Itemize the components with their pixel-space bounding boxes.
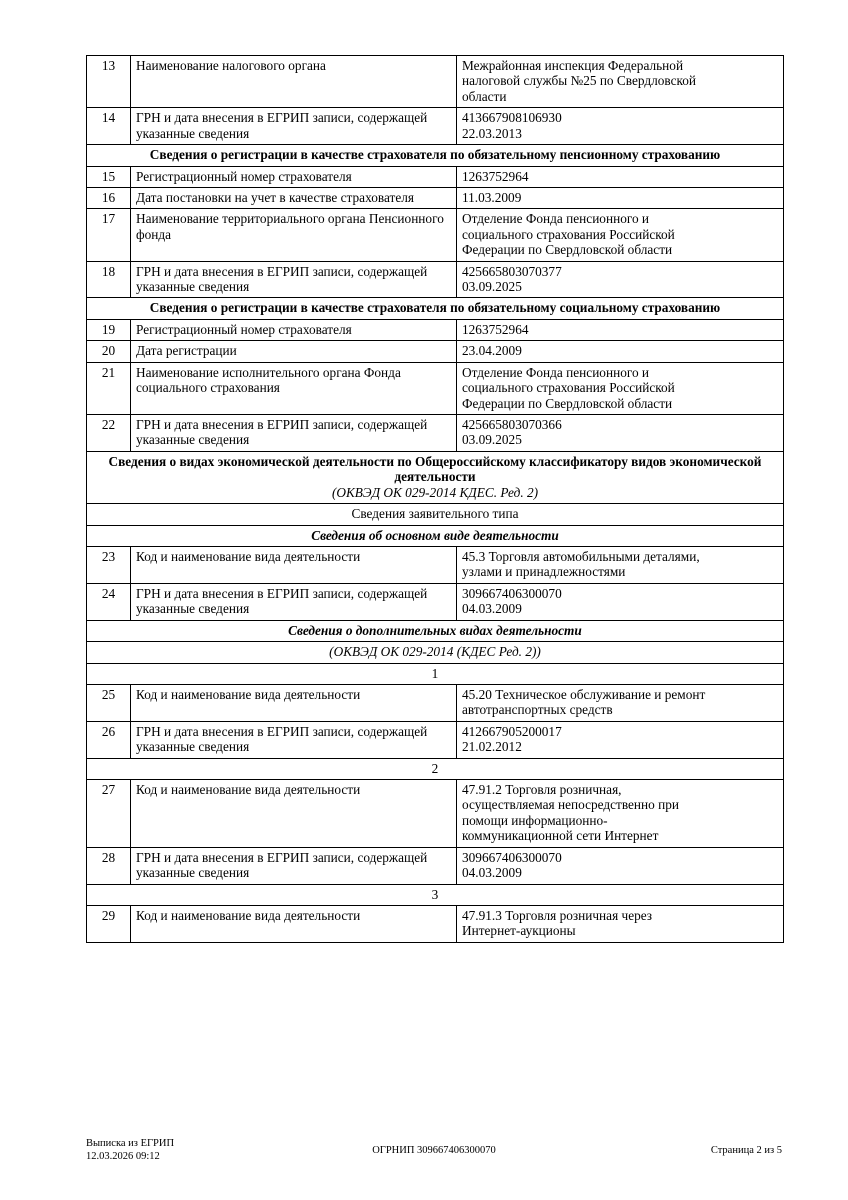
row-label: Код и наименование вида деятельности: [131, 780, 457, 848]
table-row: [87, 663, 784, 684]
row-value: [457, 56, 784, 108]
row-value-line: 04.03.2009: [462, 865, 522, 881]
table-row: [87, 583, 784, 620]
row-number: 16: [87, 187, 131, 208]
row-label: ГРН и дата внесения в ЕГРИП записи, содержащей указанные сведения: [131, 721, 457, 758]
row-value-line: области: [462, 88, 507, 104]
row-value-line: узлами и принадлежностями: [462, 564, 626, 580]
table-row: [87, 209, 784, 261]
row-number: 24: [87, 583, 131, 620]
row-number: 27: [87, 780, 131, 848]
row-value: [457, 721, 784, 758]
row-value-line: 309667406300070: [462, 585, 562, 601]
row-value-line: 03.09.2025: [462, 432, 522, 448]
row-value-line: 309667406300070: [462, 849, 562, 865]
section-heading: Сведения о регистрации в качестве страхователя по обязательному пенсионному страхованию: [87, 145, 784, 166]
info-heading: Сведения заявительного типа: [87, 504, 784, 525]
row-number: 25: [87, 684, 131, 721]
row-value-line: 23.04.2009: [462, 343, 522, 359]
table-row: [87, 166, 784, 187]
table-row: [87, 525, 784, 546]
row-value: [457, 341, 784, 362]
row-value-line: 45.3 Торговля автомобильными деталями,: [462, 548, 700, 564]
row-label: ГРН и дата внесения в ЕГРИП записи, содержащей указанные сведения: [131, 108, 457, 145]
section-heading-subtext: (ОКВЭД ОК 029-2014 КДЕС. Ред. 2): [331, 484, 539, 500]
row-value: [457, 261, 784, 298]
row-value: [457, 166, 784, 187]
row-value: [457, 905, 784, 942]
row-value-line: Отделение Фонда пенсионного и: [462, 211, 650, 227]
row-label: Регистрационный номер страхователя: [131, 319, 457, 340]
row-value-line: 45.20 Техническое обслуживание и ремонт: [462, 686, 706, 702]
row-value-line: 22.03.2013: [462, 125, 522, 141]
row-value: [457, 847, 784, 884]
table-row: [87, 415, 784, 452]
table-row: [87, 642, 784, 663]
row-value-line: социального страхования Российской: [462, 380, 675, 396]
table-row: [87, 504, 784, 525]
table-row: [87, 451, 784, 503]
row-label: Код и наименование вида деятельности: [131, 905, 457, 942]
subsection-heading: Сведения о дополнительных видах деятельности: [87, 620, 784, 641]
row-number: 13: [87, 56, 131, 108]
row-value-line: автотранспортных средств: [462, 702, 613, 718]
table-row: [87, 847, 784, 884]
subsection-heading: Сведения об основном виде деятельности: [87, 525, 784, 546]
group-index: 2: [87, 758, 784, 779]
table-row: [87, 298, 784, 319]
row-label: ГРН и дата внесения в ЕГРИП записи, содержащей указанные сведения: [131, 583, 457, 620]
row-value-line: 21.02.2012: [462, 739, 522, 755]
row-number: 26: [87, 721, 131, 758]
row-value-line: Интернет-аукционы: [462, 923, 576, 939]
row-value: [457, 780, 784, 848]
row-label: Дата постановки на учет в качестве страхователя: [131, 187, 457, 208]
table-row: [87, 145, 784, 166]
row-value-line: 04.03.2009: [462, 601, 522, 617]
row-label: Дата регистрации: [131, 341, 457, 362]
row-value: [457, 319, 784, 340]
row-label: Наименование исполнительного органа Фонда социального страхования: [131, 362, 457, 414]
table-row: [87, 341, 784, 362]
footer-timestamp: 12.03.2026 09:12: [86, 1151, 160, 1163]
table-row: [87, 684, 784, 721]
row-value-line: налоговой службы №25 по Свердловской: [462, 73, 697, 89]
row-label: ГРН и дата внесения в ЕГРИП записи, содержащей указанные сведения: [131, 415, 457, 452]
row-value-line: 1263752964: [462, 168, 529, 184]
row-value: [457, 108, 784, 145]
row-value-line: помощи информационно-: [462, 812, 608, 828]
row-value: [457, 583, 784, 620]
row-number: 14: [87, 108, 131, 145]
table-row: [87, 108, 784, 145]
row-value-line: 425665803070377: [462, 263, 562, 279]
table-row: [87, 187, 784, 208]
row-value: [457, 684, 784, 721]
row-value-line: социального страхования Российской: [462, 226, 675, 242]
row-value-line: 03.09.2025: [462, 279, 522, 295]
row-number: 21: [87, 362, 131, 414]
row-value: [457, 187, 784, 208]
table-row: [87, 905, 784, 942]
table-row: [87, 780, 784, 848]
egrip-table: [86, 55, 784, 943]
row-value: [457, 209, 784, 261]
row-label: Код и наименование вида деятельности: [131, 546, 457, 583]
table-row: [87, 721, 784, 758]
row-number: 17: [87, 209, 131, 261]
row-number: 15: [87, 166, 131, 187]
row-value: [457, 546, 784, 583]
row-value-line: 11.03.2009: [462, 189, 522, 205]
row-number: 29: [87, 905, 131, 942]
row-value-line: Федерации по Свердловской области: [462, 242, 673, 258]
footer-left: [86, 1137, 316, 1164]
row-label: Наименование налогового органа: [131, 56, 457, 108]
table-row: [87, 884, 784, 905]
row-label: Регистрационный номер страхователя: [131, 166, 457, 187]
section-heading-text: Сведения о видах экономической деятельности по Общероссийскому классификатору видов экономической деятельности: [108, 453, 762, 485]
row-label: ГРН и дата внесения в ЕГРИП записи, содержащей указанные сведения: [131, 847, 457, 884]
table-row: [87, 319, 784, 340]
footer-page-number: Страница 2 из 5: [710, 1144, 782, 1156]
group-index: 3: [87, 884, 784, 905]
row-value-line: коммуникационной сети Интернет: [462, 828, 659, 844]
table-row: [87, 620, 784, 641]
row-number: 22: [87, 415, 131, 452]
row-value-line: 412667905200017: [462, 723, 562, 739]
classifier-note: (ОКВЭД ОК 029-2014 (КДЕС Ред. 2)): [87, 642, 784, 663]
page-footer: [86, 1137, 782, 1164]
row-value-line: 425665803070366: [462, 417, 562, 433]
section-heading: [87, 451, 784, 503]
row-value-line: осуществляемая непосредственно при: [462, 797, 680, 813]
row-value-line: 47.91.3 Торговля розничная через: [462, 907, 653, 923]
row-value-line: 413667908106930: [462, 110, 562, 126]
group-index: 1: [87, 663, 784, 684]
egrip-table-body: [87, 56, 784, 943]
table-row: [87, 758, 784, 779]
row-label: ГРН и дата внесения в ЕГРИП записи, содержащей указанные сведения: [131, 261, 457, 298]
footer-doc-title: Выписка из ЕГРИП: [86, 1137, 175, 1149]
row-value-line: Межрайонная инспекция Федеральной: [462, 58, 684, 73]
table-row: [87, 56, 784, 108]
row-number: 28: [87, 847, 131, 884]
row-value-line: 1263752964: [462, 321, 529, 337]
row-value: [457, 362, 784, 414]
row-value-line: Федерации по Свердловской области: [462, 395, 673, 411]
table-row: [87, 362, 784, 414]
row-label: Код и наименование вида деятельности: [131, 684, 457, 721]
row-number: 18: [87, 261, 131, 298]
row-number: 20: [87, 341, 131, 362]
section-heading: Сведения о регистрации в качестве страхователя по обязательному социальному страхованию: [87, 298, 784, 319]
row-value: [457, 415, 784, 452]
table-row: [87, 546, 784, 583]
row-value-line: 47.91.2 Торговля розничная,: [462, 782, 622, 798]
row-label: Наименование территориального органа Пенсионного фонда: [131, 209, 457, 261]
table-row: [87, 261, 784, 298]
row-number: 19: [87, 319, 131, 340]
footer-ogrnip: ОГРНИП 309667406300070: [372, 1144, 496, 1156]
row-number: 23: [87, 546, 131, 583]
row-value-line: Отделение Фонда пенсионного и: [462, 364, 650, 380]
